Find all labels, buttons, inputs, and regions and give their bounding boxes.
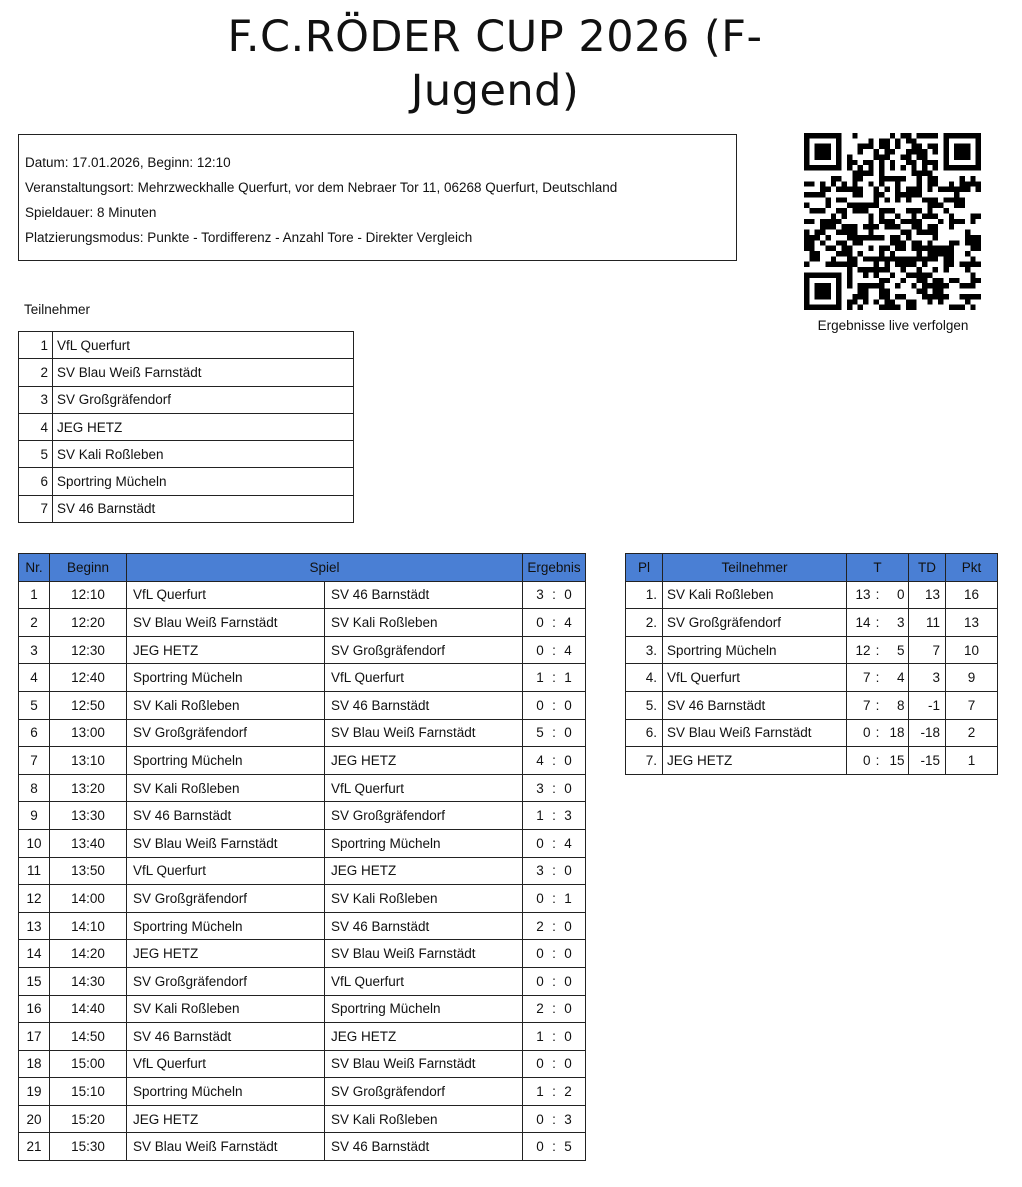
info-duration: Spieldauer: 8 Minuten — [25, 205, 157, 220]
goals-against: 0 — [896, 587, 905, 603]
standing-row — [626, 747, 998, 775]
qr-code-image[interactable] — [804, 133, 981, 310]
game-home-team: SV Großgräfendorf — [127, 885, 325, 913]
score-separator: : — [552, 670, 556, 686]
game-nr: 13 — [19, 912, 50, 940]
score-separator: : — [552, 752, 556, 768]
game-result — [523, 747, 586, 775]
game-time: 14:50 — [50, 1023, 127, 1051]
game-result — [523, 581, 586, 609]
game-nr: 15 — [19, 967, 50, 995]
standing-team: SV 46 Barnstädt — [663, 691, 847, 719]
qr-code-graphic — [804, 133, 981, 310]
goals-separator: : — [875, 670, 880, 686]
game-row — [19, 581, 586, 609]
info-ranking-mode: Platzierungsmodus: Punkte - Tordifferenz - Anzahl Tore - Direkter Vergleich — [25, 230, 473, 245]
game-time: 12:40 — [50, 664, 127, 692]
home-goals: 1 — [536, 670, 544, 686]
away-goals: 3 — [564, 808, 572, 824]
game-away-team: SV 46 Barnstädt — [325, 912, 523, 940]
standing-goal-diff: -18 — [909, 719, 946, 747]
home-goals: 0 — [536, 835, 544, 851]
away-goals: 0 — [564, 863, 572, 879]
game-result — [523, 802, 586, 830]
game-nr: 11 — [19, 857, 50, 885]
game-time: 15:30 — [50, 1133, 127, 1161]
game-away-team: SV 46 Barnstädt — [325, 1133, 523, 1161]
game-time: 13:30 — [50, 802, 127, 830]
standing-team: JEG HETZ — [663, 747, 847, 775]
score-separator: : — [552, 1084, 556, 1100]
standing-place: 1. — [626, 581, 663, 609]
game-nr: 9 — [19, 802, 50, 830]
game-home-team: VfL Querfurt — [127, 857, 325, 885]
standing-team: SV Großgräfendorf — [663, 609, 847, 637]
standing-goals — [847, 747, 909, 775]
away-goals: 0 — [564, 1056, 572, 1072]
participant-row — [19, 413, 354, 440]
goals-against: 5 — [896, 642, 905, 658]
score-separator: : — [552, 808, 556, 824]
standings-table — [625, 553, 998, 775]
game-away-team: VfL Querfurt — [325, 664, 523, 692]
game-time: 13:20 — [50, 774, 127, 802]
participant-nr: 3 — [19, 386, 53, 413]
game-result — [523, 774, 586, 802]
home-goals: 2 — [536, 1001, 544, 1017]
info-date: Datum: 17.01.2026, Beginn: 12:10 — [25, 155, 231, 170]
game-result — [523, 829, 586, 857]
game-result — [523, 664, 586, 692]
game-row — [19, 747, 586, 775]
game-home-team: SV Kali Roßleben — [127, 995, 325, 1023]
standing-goal-diff: -15 — [909, 747, 946, 775]
game-home-team: JEG HETZ — [127, 636, 325, 664]
game-time: 15:10 — [50, 1078, 127, 1106]
goals-against: 18 — [889, 725, 905, 741]
participant-nr: 7 — [19, 495, 53, 522]
goals-against: 15 — [889, 752, 905, 768]
score-separator: : — [552, 863, 556, 879]
game-row — [19, 995, 586, 1023]
participant-name: SV Blau Weiß Farnstädt — [53, 359, 354, 386]
game-home-team: Sportring Mücheln — [127, 1078, 325, 1106]
game-away-team: JEG HETZ — [325, 1023, 523, 1051]
game-row — [19, 885, 586, 913]
game-result — [523, 691, 586, 719]
score-separator: : — [552, 697, 556, 713]
game-away-team: SV Kali Roßleben — [325, 885, 523, 913]
goals-against: 8 — [896, 697, 905, 713]
game-home-team: VfL Querfurt — [127, 1050, 325, 1078]
game-home-team: VfL Querfurt — [127, 581, 325, 609]
away-goals: 0 — [564, 725, 572, 741]
away-goals: 0 — [564, 1001, 572, 1017]
score-separator: : — [552, 1056, 556, 1072]
game-away-team: Sportring Mücheln — [325, 829, 523, 857]
home-goals: 5 — [536, 725, 544, 741]
game-result — [523, 609, 586, 637]
score-separator: : — [552, 642, 556, 658]
standing-place: 6. — [626, 719, 663, 747]
game-away-team: SV 46 Barnstädt — [325, 581, 523, 609]
game-row — [19, 1133, 586, 1161]
game-home-team: JEG HETZ — [127, 1105, 325, 1133]
goals-separator: : — [875, 642, 880, 658]
goals-for: 0 — [862, 725, 871, 741]
home-goals: 0 — [536, 890, 544, 906]
standing-team: Sportring Mücheln — [663, 636, 847, 664]
away-goals: 4 — [564, 835, 572, 851]
standing-goals — [847, 664, 909, 692]
game-away-team: SV 46 Barnstädt — [325, 691, 523, 719]
standing-place: 2. — [626, 609, 663, 637]
participant-name: VfL Querfurt — [53, 332, 354, 359]
score-separator: : — [552, 946, 556, 962]
game-time: 12:10 — [50, 581, 127, 609]
standing-points: 9 — [946, 664, 998, 692]
participants-label: Teilnehmer — [24, 302, 91, 317]
standing-goals — [847, 581, 909, 609]
score-separator: : — [552, 890, 556, 906]
game-row — [19, 967, 586, 995]
game-result — [523, 636, 586, 664]
standing-goals — [847, 719, 909, 747]
game-row — [19, 857, 586, 885]
goals-for: 0 — [862, 752, 871, 768]
home-goals: 1 — [536, 808, 544, 824]
score-separator: : — [552, 1111, 556, 1127]
game-row — [19, 774, 586, 802]
game-away-team: JEG HETZ — [325, 747, 523, 775]
game-time: 15:20 — [50, 1105, 127, 1133]
away-goals: 4 — [564, 614, 572, 630]
game-away-team: SV Blau Weiß Farnstädt — [325, 1050, 523, 1078]
standing-row — [626, 719, 998, 747]
game-home-team: SV 46 Barnstädt — [127, 1023, 325, 1051]
game-time: 12:20 — [50, 609, 127, 637]
goals-separator: : — [875, 697, 880, 713]
game-time: 14:20 — [50, 940, 127, 968]
qr-caption: Ergebnisse live verfolgen — [817, 318, 969, 333]
game-row — [19, 1105, 586, 1133]
away-goals: 0 — [564, 1028, 572, 1044]
participant-nr: 6 — [19, 468, 53, 495]
goals-separator: : — [875, 614, 880, 630]
goals-separator: : — [875, 725, 880, 741]
game-home-team: SV Kali Roßleben — [127, 691, 325, 719]
home-goals: 2 — [536, 918, 544, 934]
home-goals: 1 — [536, 1084, 544, 1100]
game-row — [19, 1023, 586, 1051]
home-goals: 1 — [536, 1028, 544, 1044]
home-goals: 3 — [536, 863, 544, 879]
goals-for: 7 — [862, 670, 871, 686]
game-result — [523, 857, 586, 885]
header-place: Pl — [626, 554, 663, 582]
home-goals: 0 — [536, 614, 544, 630]
home-goals: 0 — [536, 1111, 544, 1127]
standing-place: 4. — [626, 664, 663, 692]
participants-table — [18, 331, 354, 523]
standing-row — [626, 636, 998, 664]
standing-points: 7 — [946, 691, 998, 719]
participant-row — [19, 441, 354, 468]
participant-nr: 2 — [19, 359, 53, 386]
standing-points: 10 — [946, 636, 998, 664]
away-goals: 0 — [564, 587, 572, 603]
game-result — [523, 912, 586, 940]
standing-goals — [847, 691, 909, 719]
score-separator: : — [552, 1028, 556, 1044]
game-time: 13:50 — [50, 857, 127, 885]
game-result — [523, 1078, 586, 1106]
score-separator: : — [552, 587, 556, 603]
game-result — [523, 940, 586, 968]
standing-goal-diff: 7 — [909, 636, 946, 664]
header-goal-diff: TD — [909, 554, 946, 582]
game-row — [19, 1050, 586, 1078]
away-goals: 0 — [564, 946, 572, 962]
game-away-team: VfL Querfurt — [325, 774, 523, 802]
score-separator: : — [552, 918, 556, 934]
participant-row — [19, 332, 354, 359]
home-goals: 0 — [536, 642, 544, 658]
participant-row — [19, 386, 354, 413]
goals-for: 14 — [855, 614, 871, 630]
game-row — [19, 719, 586, 747]
score-separator: : — [552, 614, 556, 630]
game-nr: 4 — [19, 664, 50, 692]
game-home-team: SV Blau Weiß Farnstädt — [127, 829, 325, 857]
game-nr: 10 — [19, 829, 50, 857]
participant-nr: 4 — [19, 413, 53, 440]
game-nr: 5 — [19, 691, 50, 719]
game-time: 13:10 — [50, 747, 127, 775]
standing-points: 2 — [946, 719, 998, 747]
game-away-team: SV Blau Weiß Farnstädt — [325, 719, 523, 747]
standing-points: 13 — [946, 609, 998, 637]
game-time: 13:40 — [50, 829, 127, 857]
game-time: 14:00 — [50, 885, 127, 913]
goals-for: 12 — [855, 642, 871, 658]
standing-row — [626, 691, 998, 719]
game-time: 13:00 — [50, 719, 127, 747]
participant-row — [19, 468, 354, 495]
game-away-team: SV Großgräfendorf — [325, 1078, 523, 1106]
score-separator: : — [552, 1001, 556, 1017]
header-game: Spiel — [127, 554, 523, 582]
game-nr: 8 — [19, 774, 50, 802]
score-separator: : — [552, 725, 556, 741]
game-nr: 18 — [19, 1050, 50, 1078]
home-goals: 4 — [536, 752, 544, 768]
standing-team: SV Kali Roßleben — [663, 581, 847, 609]
home-goals: 0 — [536, 973, 544, 989]
score-separator: : — [552, 1139, 556, 1155]
goals-against: 3 — [896, 614, 905, 630]
goals-separator: : — [875, 587, 880, 603]
game-home-team: SV Großgräfendorf — [127, 967, 325, 995]
standing-goal-diff: 11 — [909, 609, 946, 637]
title-line-2: Jugend) — [410, 66, 580, 116]
game-time: 14:30 — [50, 967, 127, 995]
game-result — [523, 719, 586, 747]
game-away-team: SV Blau Weiß Farnstädt — [325, 940, 523, 968]
home-goals: 0 — [536, 1056, 544, 1072]
home-goals: 0 — [536, 697, 544, 713]
game-nr: 20 — [19, 1105, 50, 1133]
game-home-team: Sportring Mücheln — [127, 664, 325, 692]
game-result — [523, 1050, 586, 1078]
game-row — [19, 802, 586, 830]
home-goals: 0 — [536, 946, 544, 962]
standing-goals — [847, 636, 909, 664]
away-goals: 0 — [564, 780, 572, 796]
game-row — [19, 609, 586, 637]
game-row — [19, 829, 586, 857]
game-home-team: SV Blau Weiß Farnstädt — [127, 609, 325, 637]
home-goals: 0 — [536, 1139, 544, 1155]
game-away-team: SV Kali Roßleben — [325, 1105, 523, 1133]
game-row — [19, 912, 586, 940]
header-start: Beginn — [50, 554, 127, 582]
game-row — [19, 940, 586, 968]
game-nr: 19 — [19, 1078, 50, 1106]
game-home-team: Sportring Mücheln — [127, 747, 325, 775]
game-row — [19, 664, 586, 692]
header-goals: T — [847, 554, 909, 582]
schedule-table — [18, 553, 586, 1161]
game-nr: 16 — [19, 995, 50, 1023]
game-nr: 3 — [19, 636, 50, 664]
away-goals: 5 — [564, 1139, 572, 1155]
header-result: Ergebnis — [523, 554, 586, 582]
standing-goal-diff: 3 — [909, 664, 946, 692]
standing-place: 3. — [626, 636, 663, 664]
score-separator: : — [552, 973, 556, 989]
away-goals: 2 — [564, 1084, 572, 1100]
away-goals: 4 — [564, 642, 572, 658]
game-nr: 2 — [19, 609, 50, 637]
game-away-team: JEG HETZ — [325, 857, 523, 885]
standing-team: SV Blau Weiß Farnstädt — [663, 719, 847, 747]
home-goals: 3 — [536, 587, 544, 603]
goals-separator: : — [875, 752, 880, 768]
participant-name: Sportring Mücheln — [53, 468, 354, 495]
game-home-team: SV Kali Roßleben — [127, 774, 325, 802]
tournament-info-box — [18, 134, 737, 261]
game-time: 14:40 — [50, 995, 127, 1023]
home-goals: 3 — [536, 780, 544, 796]
away-goals: 1 — [564, 670, 572, 686]
away-goals: 0 — [564, 973, 572, 989]
game-home-team: SV 46 Barnstädt — [127, 802, 325, 830]
game-nr: 1 — [19, 581, 50, 609]
qr-modules — [804, 133, 981, 310]
game-result — [523, 885, 586, 913]
goals-for: 7 — [862, 697, 871, 713]
game-home-team: SV Blau Weiß Farnstädt — [127, 1133, 325, 1161]
game-nr: 12 — [19, 885, 50, 913]
game-time: 12:50 — [50, 691, 127, 719]
header-points: Pkt — [946, 554, 998, 582]
standing-goal-diff: -1 — [909, 691, 946, 719]
goals-against: 4 — [896, 670, 905, 686]
header-nr: Nr. — [19, 554, 50, 582]
participant-name: SV Großgräfendorf — [53, 386, 354, 413]
standing-row — [626, 581, 998, 609]
game-row — [19, 1078, 586, 1106]
game-nr: 14 — [19, 940, 50, 968]
game-away-team: Sportring Mücheln — [325, 995, 523, 1023]
header-team: Teilnehmer — [663, 554, 847, 582]
standing-goal-diff: 13 — [909, 581, 946, 609]
game-nr: 6 — [19, 719, 50, 747]
game-away-team: SV Großgräfendorf — [325, 636, 523, 664]
game-home-team: SV Großgräfendorf — [127, 719, 325, 747]
standing-row — [626, 609, 998, 637]
info-venue: Veranstaltungsort: Mehrzweckhalle Querfurt, vor dem Nebraer Tor 11, 06268 Querfurt, Deutschland — [25, 180, 618, 195]
game-result — [523, 995, 586, 1023]
away-goals: 3 — [564, 1111, 572, 1127]
game-time: 12:30 — [50, 636, 127, 664]
score-separator: : — [552, 780, 556, 796]
participant-name: SV 46 Barnstädt — [53, 495, 354, 522]
standing-row — [626, 664, 998, 692]
game-home-team: JEG HETZ — [127, 940, 325, 968]
standing-points: 1 — [946, 747, 998, 775]
away-goals: 0 — [564, 918, 572, 934]
score-separator: : — [552, 835, 556, 851]
participant-nr: 5 — [19, 441, 53, 468]
game-home-team: Sportring Mücheln — [127, 912, 325, 940]
standing-points: 16 — [946, 581, 998, 609]
standing-place: 7. — [626, 747, 663, 775]
game-result — [523, 1105, 586, 1133]
standing-place: 5. — [626, 691, 663, 719]
game-away-team: VfL Querfurt — [325, 967, 523, 995]
standing-team: VfL Querfurt — [663, 664, 847, 692]
participant-row — [19, 495, 354, 522]
game-row — [19, 636, 586, 664]
game-away-team: SV Kali Roßleben — [325, 609, 523, 637]
game-result — [523, 967, 586, 995]
away-goals: 0 — [564, 752, 572, 768]
game-time: 14:10 — [50, 912, 127, 940]
participant-name: SV Kali Roßleben — [53, 441, 354, 468]
game-row — [19, 691, 586, 719]
game-result — [523, 1023, 586, 1051]
participant-name: JEG HETZ — [53, 413, 354, 440]
title-line-1: F.C.RÖDER CUP 2026 (F- — [227, 12, 763, 62]
game-nr: 17 — [19, 1023, 50, 1051]
goals-for: 13 — [855, 587, 871, 603]
game-nr: 21 — [19, 1133, 50, 1161]
game-time: 15:00 — [50, 1050, 127, 1078]
game-away-team: SV Großgräfendorf — [325, 802, 523, 830]
game-result — [523, 1133, 586, 1161]
away-goals: 0 — [564, 697, 572, 713]
away-goals: 1 — [564, 890, 572, 906]
game-nr: 7 — [19, 747, 50, 775]
participant-row — [19, 359, 354, 386]
participant-nr: 1 — [19, 332, 53, 359]
standing-goals — [847, 609, 909, 637]
page-title — [0, 10, 990, 118]
